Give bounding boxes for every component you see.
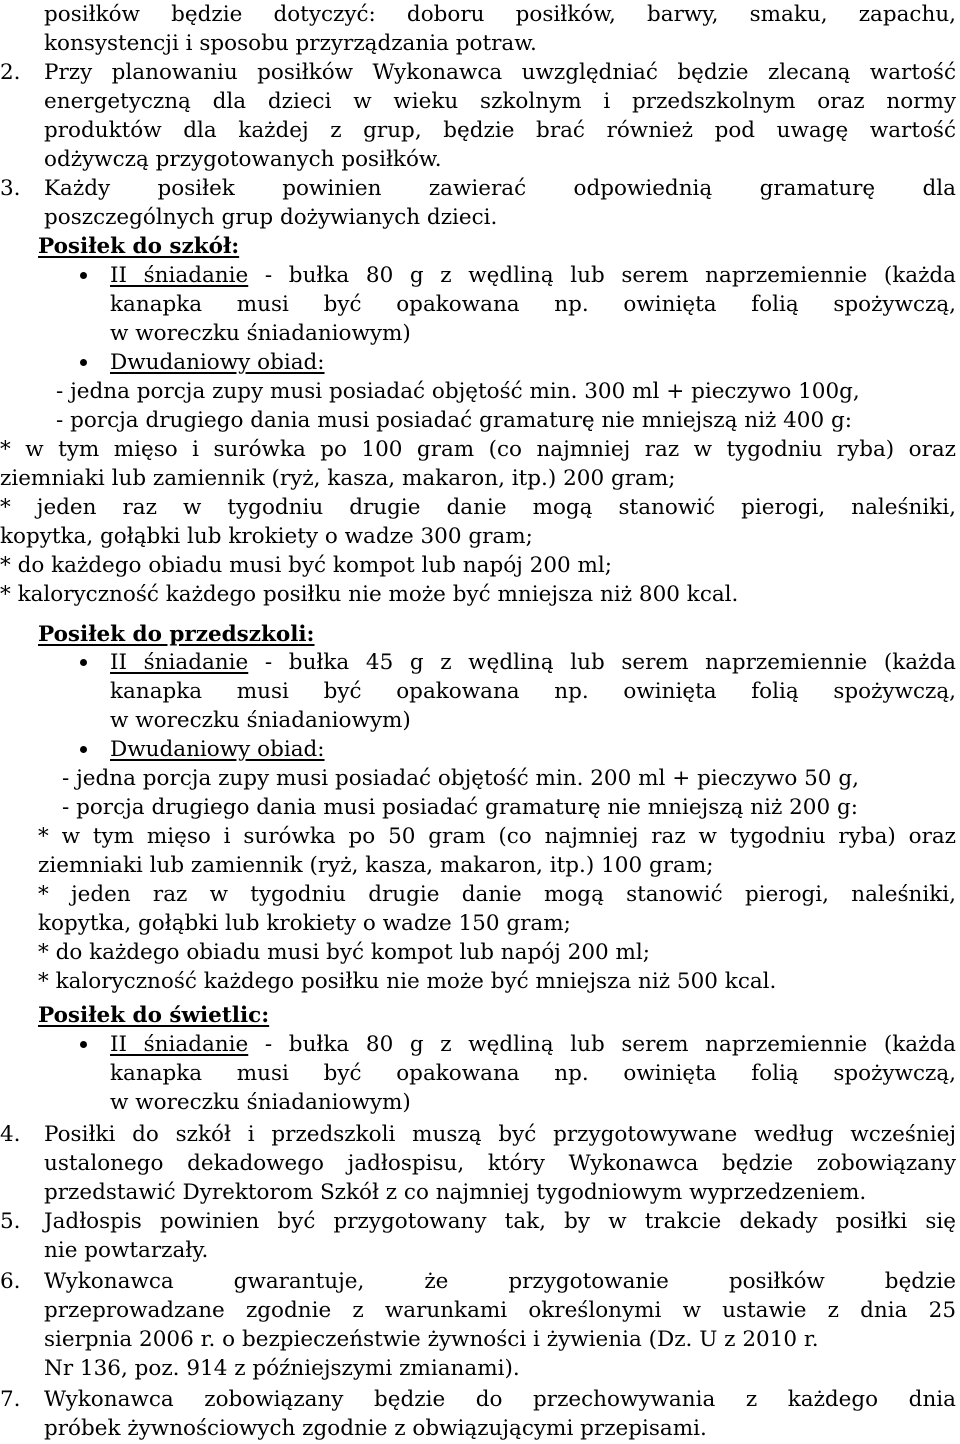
paragraph-line: posiłków będzie dotyczyć: doboru posiłków, barwy, smaku, zapachu, [44, 2, 956, 27]
list-number: 7. [0, 1387, 21, 1412]
list-number: 6. [0, 1269, 21, 1294]
list-number: 2. [0, 60, 21, 85]
dinner-line: - jedna porcja zupy musi posiadać objętość min. 300 ml + pieczywo 100g, [56, 379, 860, 404]
breakfast-text: - bułka 45 g z wędliną lub serem naprzemiennie (każda [248, 650, 956, 675]
bullet-icon [80, 1041, 87, 1048]
paragraph-line: Każdy posiłek powinien zawierać odpowiednią gramaturę dla [44, 176, 956, 201]
list-number: 5. [0, 1209, 21, 1234]
bullet-icon [80, 359, 87, 366]
dinner-line: * kaloryczność każdego posiłku nie może być mniejsza niż 500 kcal. [38, 969, 777, 994]
breakfast-line: w woreczku śniadaniowym) [110, 708, 411, 733]
dinner-line: * jeden raz w tygodniu drugie danie mogą stanowić pierogi, naleśniki, [38, 882, 956, 907]
list-number: 3. [0, 176, 21, 201]
paragraph-line: sierpnia 2006 r. o bezpieczeństwie żywności i żywienia (Dz. U z 2010 r. [44, 1327, 819, 1352]
breakfast-label: II śniadanie [110, 650, 249, 675]
dinner-line: * w tym mięso i surówka po 50 gram (co najmniej raz w tygodniu ryba) oraz [38, 824, 956, 849]
paragraph-line: odżywczą przygotowanych posiłków. [44, 147, 442, 172]
paragraph-line: Wykonawca zobowiązany będzie do przechowywania z każdego dnia [44, 1387, 956, 1412]
dinner-label: Dwudaniowy obiad: [110, 737, 325, 762]
paragraph-line: Przy planowaniu posiłków Wykonawca uwzględniać będzie zlecaną wartość [44, 60, 956, 85]
dinner-line: ziemniaki lub zamiennik (ryż, kasza, makaron, itp.) 100 gram; [38, 853, 714, 878]
dinner-line: * do każdego obiadu musi być kompot lub napój 200 ml; [0, 553, 613, 578]
dinner-line: * jeden raz w tygodniu drugie danie mogą stanowić pierogi, naleśniki, [0, 495, 956, 520]
paragraph-line: ustalonego dekadowego jadłospisu, który Wykonawca będzie zobowiązany [44, 1151, 956, 1176]
paragraph-line: Wykonawca gwarantuje, że przygotowanie posiłków będzie [44, 1269, 956, 1294]
breakfast-line: kanapka musi być opakowana np. owinięta folią spożywczą, [110, 1061, 956, 1086]
breakfast-text: - bułka 80 g z wędliną lub serem naprzemiennie (każda [248, 1032, 956, 1057]
breakfast-line: w woreczku śniadaniowym) [110, 321, 411, 346]
paragraph-line: produktów dla każdej z grup, będzie brać również pod uwagę wartość [44, 118, 956, 143]
bullet-icon [80, 272, 87, 279]
dinner-line: * w tym mięso i surówka po 100 gram (co najmniej raz w tygodniu ryba) oraz [0, 437, 956, 462]
dinner-line: * do każdego obiadu musi być kompot lub napój 200 ml; [38, 940, 651, 965]
list-number: 4. [0, 1122, 21, 1147]
breakfast-text: - bułka 80 g z wędliną lub serem naprzemiennie (każda [248, 263, 956, 288]
bullet-icon [80, 746, 87, 753]
breakfast-line: kanapka musi być opakowana np. owinięta folią spożywczą, [110, 679, 956, 704]
paragraph-line: przedstawić Dyrektorom Szkół z co najmniej tygodniowym wyprzedzeniem. [44, 1180, 867, 1205]
dinner-line: kopytka, gołąbki lub krokiety o wadze 150 gram; [38, 911, 571, 936]
dinner-line: kopytka, gołąbki lub krokiety o wadze 300 gram; [0, 524, 533, 549]
breakfast-line [110, 648, 956, 677]
bullet-icon [80, 659, 87, 666]
breakfast-line [110, 1030, 956, 1059]
breakfast-line: w woreczku śniadaniowym) [110, 1090, 411, 1115]
section-heading-daycare: Posiłek do świetlic: [38, 1003, 270, 1028]
dinner-label: Dwudaniowy obiad: [110, 350, 325, 375]
breakfast-label: II śniadanie [110, 1032, 249, 1057]
dinner-line: - jedna porcja zupy musi posiadać objętość min. 200 ml + pieczywo 50 g, [62, 766, 859, 791]
breakfast-line [110, 261, 956, 290]
section-heading-preschools: Posiłek do przedszkoli: [38, 622, 315, 647]
paragraph-line: Nr 136, poz. 914 z późniejszymi zmianami). [44, 1356, 520, 1381]
dinner-line: - porcja drugiego dania musi posiadać gramaturę nie mniejszą niż 400 g: [56, 408, 853, 433]
breakfast-label: II śniadanie [110, 263, 249, 288]
paragraph-line: Jadłospis powinien być przygotowany tak, by w trakcie dekady posiłki się [44, 1209, 956, 1234]
breakfast-line: kanapka musi być opakowana np. owinięta folią spożywczą, [110, 292, 956, 317]
section-heading-schools: Posiłek do szkół: [38, 234, 240, 259]
paragraph-line: próbek żywnościowych zgodnie z obwiązującymi przepisami. [44, 1416, 707, 1441]
dinner-line: - porcja drugiego dania musi posiadać gramaturę nie mniejszą niż 200 g: [62, 795, 859, 820]
paragraph-line: przeprowadzane zgodnie z warunkami określonymi w ustawie z dnia 25 [44, 1298, 956, 1323]
paragraph-line: energetyczną dla dzieci w wieku szkolnym i przedszkolnym oraz normy [44, 89, 956, 114]
dinner-line: * kaloryczność każdego posiłku nie może być mniejsza niż 800 kcal. [0, 582, 739, 607]
dinner-line: ziemniaki lub zamiennik (ryż, kasza, makaron, itp.) 200 gram; [0, 466, 676, 491]
paragraph-line: Posiłki do szkół i przedszkoli muszą być przygotowywane według wcześniej [44, 1122, 956, 1147]
paragraph-line: nie powtarzały. [44, 1238, 209, 1263]
paragraph-line: poszczególnych grup dożywianych dzieci. [44, 205, 498, 230]
paragraph-line: konsystencji i sposobu przyrządzania potraw. [44, 31, 537, 56]
